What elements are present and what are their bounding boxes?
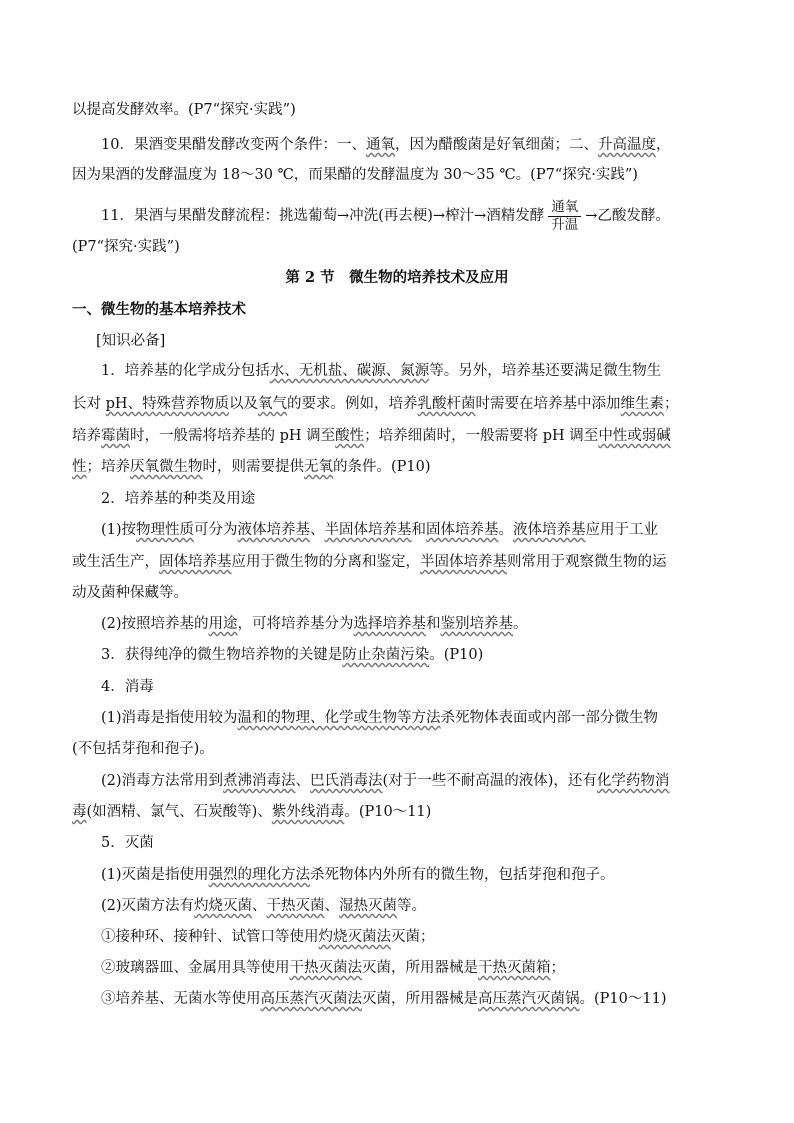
answer-text: 巴氏消毒法: [310, 773, 383, 789]
text: ①接种环、接种针、试管口等使用: [101, 929, 319, 945]
answer-text: 固体培养基: [426, 522, 499, 538]
text: 。: [498, 522, 514, 538]
q3-line: [101, 645, 483, 665]
text: 和: [411, 522, 427, 538]
answer-text: 灼烧灭菌法: [318, 929, 391, 945]
text: 的要求。例如，培养: [287, 396, 418, 412]
knowledge-label: [知识必备]: [96, 333, 166, 349]
answer-text: 升高温度: [597, 137, 656, 153]
text: 时，则需要提供: [202, 459, 304, 475]
answer-text: 灼烧灭菌: [194, 898, 253, 914]
q1-line-4: [72, 457, 431, 477]
text: (1)按: [101, 522, 137, 538]
q1-line-2: [72, 394, 679, 414]
text: 长对: [72, 396, 106, 412]
item-11-line-2: [72, 237, 180, 257]
q1-line-3: [72, 426, 671, 446]
text: (2)消毒方法常用到: [101, 773, 224, 789]
answer-text: 高压蒸汽灭菌法: [260, 991, 362, 1007]
text: (1)消毒是指使用较为: [101, 710, 238, 726]
text: ③培养基、无菌水等使用: [101, 991, 261, 1007]
q5-title: 5．灭菌: [101, 835, 154, 851]
text: 和: [426, 616, 441, 632]
answer-text: 湿热灭菌: [339, 898, 398, 914]
text: ；培养: [86, 459, 130, 475]
text: (P7“探究·实践”): [72, 239, 180, 255]
text: (如酒精、氯气、石炭酸等)、: [86, 804, 272, 820]
item-11-line-1: [101, 196, 670, 236]
answer-text: 液体培养基: [513, 522, 586, 538]
text: ；: [664, 396, 679, 412]
item-10-line-1: [101, 135, 670, 155]
text: 杀死物体内外所有的微生物，包括芽孢和孢子。: [310, 867, 615, 883]
answer-text: 化学药物消: [596, 773, 670, 789]
text: 。: [513, 616, 528, 632]
section-title: 第 2 节 微生物的培养技术及应用: [285, 269, 509, 286]
q4-line-2: (不包括芽孢和孢子)。: [72, 741, 214, 757]
q4-title: 4．消毒: [101, 679, 154, 695]
answer-text: 中性或弱碱: [598, 428, 671, 444]
text: 灭菌，所用器械是: [362, 991, 478, 1007]
answer-text: 无氧: [304, 459, 333, 475]
text: 则常用于观察微生物的运: [507, 554, 667, 570]
text: 的条件。(P10): [333, 459, 431, 475]
text: ，因为醋酸菌是好氧细菌；二、: [394, 137, 598, 153]
text: 、: [252, 898, 267, 914]
q4-line-4: [72, 802, 431, 822]
answer-text: 霉菌: [101, 428, 130, 444]
answer-text: 强烈的理化方法: [208, 867, 311, 883]
answer-text: 干热灭菌: [266, 898, 325, 914]
text: ，可将培养基分为: [237, 616, 354, 632]
text: 灭菌；: [391, 929, 435, 945]
answer-text: 鉴别培养基: [440, 616, 514, 632]
q4-line-3: [101, 771, 669, 791]
q5-line-3: [101, 927, 435, 947]
answer-text: 厌氧微生物: [130, 459, 203, 475]
q2-title: 2．培养基的种类及用途: [101, 491, 256, 507]
answer-text: 酸性: [335, 428, 365, 444]
text: (2)按照培养基的: [101, 616, 209, 632]
text: 。(P10～11): [579, 991, 667, 1007]
text: 或生活生产，: [72, 554, 159, 570]
answer-text: 液体培养基: [237, 522, 311, 538]
condition-top: 通氧: [548, 199, 581, 217]
text: 培养: [72, 428, 101, 444]
answer-text: pH、特殊营养物质: [105, 396, 230, 412]
text: ，: [655, 137, 671, 153]
item-10-line-2: [72, 165, 638, 185]
text: 等。另外，培养基还要满足微生物生: [429, 363, 662, 379]
text: 3．获得纯净的微生物培养物的关键是: [101, 647, 343, 663]
answer-text: 通氧: [365, 137, 395, 153]
answer-text: 干热灭菌箱: [478, 960, 551, 976]
text: 。(P10～11): [344, 804, 432, 820]
answer-text: 性: [72, 459, 87, 475]
text: 11．果酒与果醋发酵流程：挑选葡萄→冲洗(再去梗)→榨汁→酒精发酵: [101, 208, 545, 224]
q5-line-4: [101, 958, 565, 978]
text: ②玻璃器皿、金属用具等使用: [101, 960, 290, 976]
text: 以提高发酵效率。(P7“探究·实践”): [72, 102, 296, 118]
text: 灭菌，所用器械是: [362, 960, 478, 976]
text: 、: [324, 898, 340, 914]
answer-text: 用途: [208, 616, 238, 632]
text: 因为果酒的发酵温度为 18～30 ℃，而果醋的发酵温度为 30～35 ℃。(P7“探究·实践”): [72, 167, 638, 183]
text: ；: [550, 960, 565, 976]
text: →乙酸发酵。: [585, 208, 670, 224]
text: (2)灭菌方法有: [101, 898, 195, 914]
q1-line-1: [101, 361, 661, 381]
heading-1: 一、微生物的基本培养技术: [72, 301, 246, 318]
answer-text: 毒: [72, 804, 87, 820]
answer-text: 物理性质: [136, 522, 195, 538]
answer-text: 半固体培养基: [420, 554, 507, 570]
q2-line-2: [72, 552, 667, 572]
text: 时，一般需将培养基的 pH 调至: [130, 428, 336, 444]
answer-text: 煮沸消毒法: [223, 773, 296, 789]
answer-text: 温和的物理、化学或生物等方法: [237, 710, 441, 726]
text: 杀死物体表面或内部一部分微生物: [440, 710, 659, 726]
answer-text: 维生素: [620, 396, 665, 412]
answer-text: 选择培养基: [353, 616, 427, 632]
q2-line-1: [101, 520, 658, 540]
answer-text: 高压蒸汽灭菌锅: [478, 991, 580, 1007]
text: (1)灭菌是指使用: [101, 867, 209, 883]
answer-text: 紫外线消毒: [271, 804, 345, 820]
q5-line-2: [101, 896, 426, 916]
text: (对于一些不耐高温的液体)，还有: [382, 773, 597, 789]
answer-text: 乳酸杆菌: [417, 396, 476, 412]
text: 以及: [229, 396, 259, 412]
text: 时需要在培养基中添加: [475, 396, 621, 412]
answer-text: 防止杂菌污染: [342, 647, 430, 663]
text: 等。: [397, 898, 427, 914]
paragraph-continuation: [72, 100, 296, 120]
text: ；培养细菌时，一般需要将 pH 调至: [364, 428, 599, 444]
answer-text: 固体培养基: [159, 554, 232, 570]
text: 应用于工业: [585, 522, 659, 538]
reaction-condition-arrow: [548, 199, 581, 234]
answer-text: 氧气: [258, 396, 288, 412]
q2-line-3: 动及菌种保藏等。: [72, 585, 188, 601]
text: 可分为: [194, 522, 238, 538]
q5-line-1: [101, 865, 615, 885]
answer-text: 干热灭菌法: [289, 960, 362, 976]
text: 、: [310, 522, 325, 538]
answer-text: 水、无机盐、碳源、氮源: [269, 363, 430, 379]
answer-text: 半固体培养基: [324, 522, 412, 538]
text: 。(P10): [429, 647, 484, 663]
q4-line-1: [101, 708, 658, 728]
condition-bottom: 升温: [551, 216, 579, 233]
text: 应用于微生物的分离和鉴定，: [231, 554, 420, 570]
text: 10．果酒变果醋发酵改变两个条件：一、: [101, 137, 366, 153]
q5-line-5: [101, 989, 666, 1009]
q2-line-4: [101, 614, 528, 634]
text: 、: [295, 773, 311, 789]
text: 1．培养基的化学成分包括: [101, 363, 270, 379]
